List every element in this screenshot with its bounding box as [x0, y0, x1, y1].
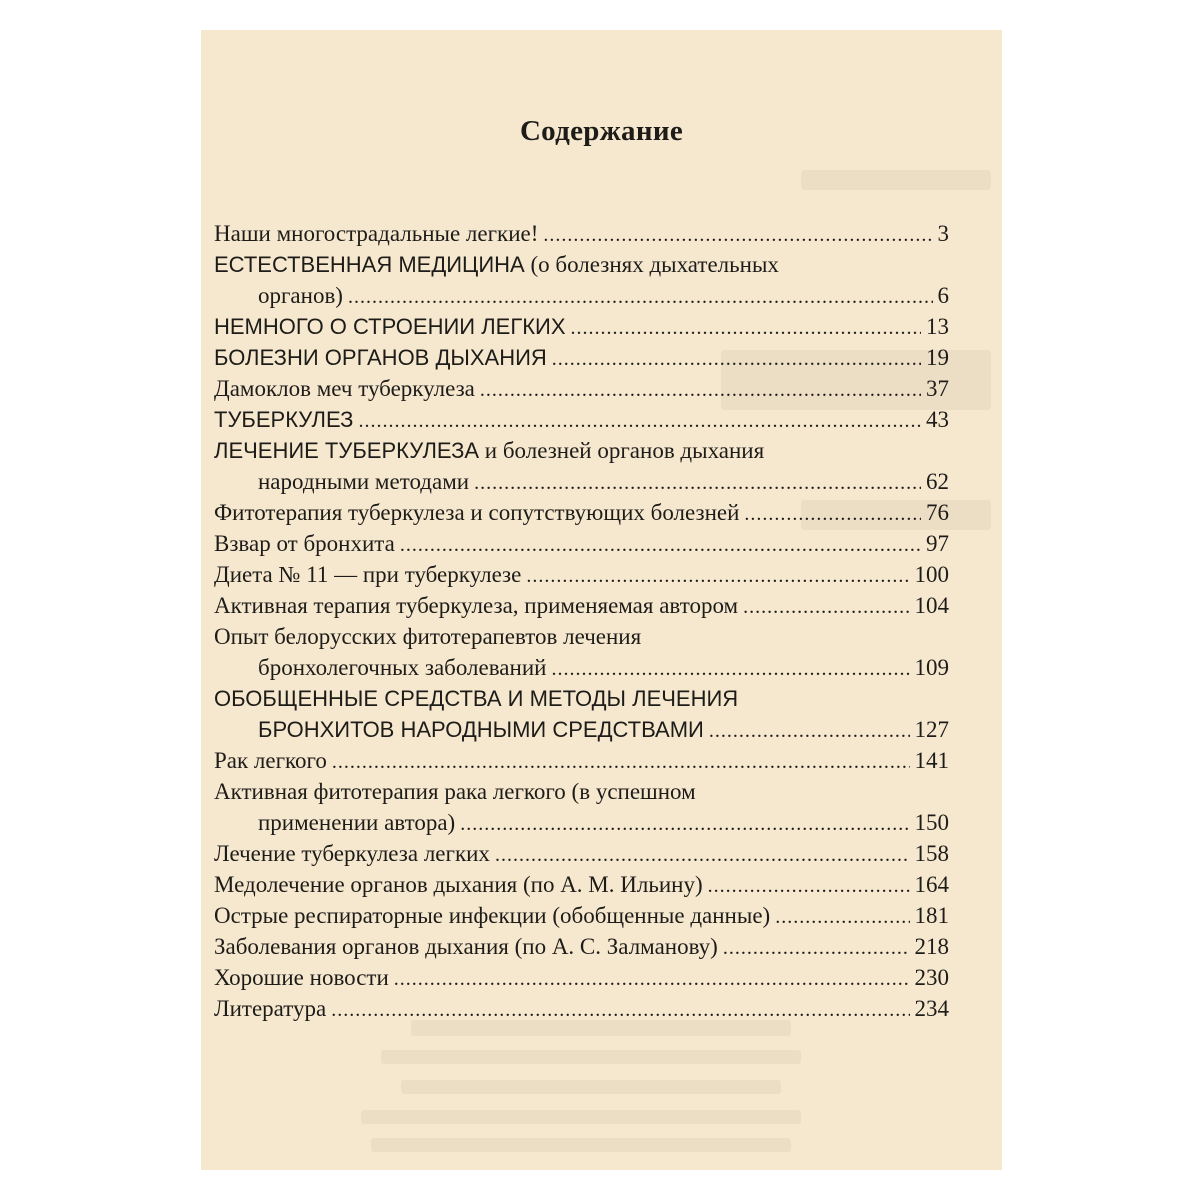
dot-leader: [526, 561, 909, 591]
toc-entry: [214, 684, 949, 714]
entry-title: Лечение туберкулеза легких: [214, 841, 490, 866]
page-number: 164: [914, 872, 949, 897]
dot-leader: [708, 871, 910, 901]
toc-entry: [214, 777, 949, 807]
page-number: 104: [914, 593, 949, 618]
toc-entry-continuation: [258, 467, 949, 498]
toc-entry: [214, 436, 949, 466]
dot-leader: [331, 995, 909, 1025]
page-number: 158: [914, 841, 949, 866]
entry-title: Фитотерапия туберкулеза и сопутствующих болезней: [214, 500, 740, 525]
dot-leader: [709, 716, 910, 746]
dot-leader: [400, 530, 921, 560]
dot-leader: [474, 468, 921, 498]
toc-entry: [214, 591, 949, 622]
table-of-contents: [201, 30, 1002, 1170]
page-number: 100: [914, 562, 949, 587]
entry-title: Медолечение органов дыхания (по А. М. Ильину): [214, 872, 703, 897]
page-number: 97: [926, 531, 949, 556]
entry-title: органов): [258, 283, 343, 308]
dot-leader: [551, 654, 909, 684]
toc-entry: [214, 622, 949, 652]
page-number: 62: [926, 469, 949, 494]
toc-entry: [214, 932, 949, 963]
toc-entry: [214, 374, 949, 405]
dot-leader: [495, 840, 910, 870]
toc-entry: [214, 343, 949, 374]
toc-entry: [214, 219, 949, 250]
entry-title: Взвар от бронхита: [214, 531, 395, 556]
entry-title: Хорошие новости: [214, 965, 389, 990]
entry-title-caps: ТУБЕРКУЛЕЗ: [214, 407, 354, 432]
toc-entry: [214, 498, 949, 529]
toc-entry-continuation: [258, 715, 949, 746]
page-number: 181: [914, 903, 949, 928]
page-number: 19: [926, 345, 949, 370]
page-number: 218: [914, 934, 949, 959]
dot-leader: [460, 809, 909, 839]
toc-entry: [214, 963, 949, 994]
toc-entry: [214, 250, 949, 280]
entry-title: Литература: [214, 996, 327, 1021]
entry-title: и болезней органов дыхания: [479, 438, 765, 463]
toc-entry-continuation: [258, 281, 949, 312]
dot-leader: [358, 406, 921, 436]
entry-title: бронхолегочных заболеваний: [258, 655, 547, 680]
dot-leader: [480, 375, 921, 405]
page-number: 3: [937, 221, 949, 246]
toc-entry: [214, 901, 949, 932]
toc-entry: [214, 405, 949, 436]
dot-leader: [543, 220, 932, 250]
entry-title-caps: НЕМНОГО О СТРОЕНИИ ЛЕГКИХ: [214, 314, 566, 339]
entry-title: применении автора): [258, 810, 456, 835]
entry-title: Дамоклов меч туберкулеза: [214, 376, 475, 401]
toc-entry: [214, 560, 949, 591]
toc-entry-continuation: [258, 653, 949, 684]
entry-title-caps: ОБОБЩЕННЫЕ СРЕДСТВА И МЕТОДЫ ЛЕЧЕНИЯ: [214, 686, 739, 711]
toc-entry: [214, 746, 949, 777]
dot-leader: [723, 933, 910, 963]
dot-leader: [552, 344, 921, 374]
entry-title: Заболевания органов дыхания (по А. С. Залманову): [214, 934, 718, 959]
page-title: Содержание: [519, 115, 684, 147]
entry-title: Диета № 11 — при туберкулезе: [214, 562, 522, 587]
dot-leader: [394, 964, 910, 994]
entry-title: Рак легкого: [214, 748, 327, 773]
toc-entry: [214, 529, 949, 560]
entry-title-caps: БРОНХИТОВ НАРОДНЫМИ СРЕДСТВАМИ: [258, 717, 704, 742]
page-number: 127: [914, 717, 949, 742]
page-number: 6: [937, 283, 949, 308]
dot-leader: [744, 499, 921, 529]
toc-entry: [214, 839, 949, 870]
page-number: 150: [914, 810, 949, 835]
page-number: 109: [914, 655, 949, 680]
page-number: 230: [914, 965, 949, 990]
entry-title: Острые респираторные инфекции (обобщенные данные): [214, 903, 771, 928]
dot-leader: [571, 313, 921, 343]
page-number: 13: [926, 314, 949, 339]
dot-leader: [775, 902, 909, 932]
page-number: 43: [926, 407, 949, 432]
entry-title-caps: БОЛЕЗНИ ОРГАНОВ ДЫХАНИЯ: [214, 345, 547, 370]
book-page: [201, 30, 1002, 1170]
dot-leader: [332, 747, 910, 777]
entry-title-caps: ЕСТЕСТВЕННАЯ МЕДИЦИНА: [214, 252, 525, 277]
dot-leader: [743, 592, 909, 622]
entry-title: Опыт белорусских фитотерапевтов лечения: [214, 624, 642, 649]
entry-title: Активная терапия туберкулеза, применяемая автором: [214, 593, 739, 618]
toc-entry: [214, 994, 949, 1025]
entry-title-caps: ЛЕЧЕНИЕ ТУБЕРКУЛЕЗА: [214, 438, 480, 463]
page-number: 141: [914, 748, 949, 773]
entry-title: (о болезнях дыхательных: [524, 252, 779, 277]
page-number: 76: [926, 500, 949, 525]
entry-title: Наши многострадальные легкие!: [214, 221, 539, 246]
toc-entry-continuation: [258, 808, 949, 839]
toc-entry: [214, 312, 949, 343]
entry-title: народными методами: [258, 469, 470, 494]
toc-entry: [214, 870, 949, 901]
page-number: 234: [914, 996, 949, 1021]
entry-title: Активная фитотерапия рака легкого (в успешном: [214, 779, 696, 804]
dot-leader: [348, 282, 933, 312]
page-number: 37: [926, 376, 949, 401]
